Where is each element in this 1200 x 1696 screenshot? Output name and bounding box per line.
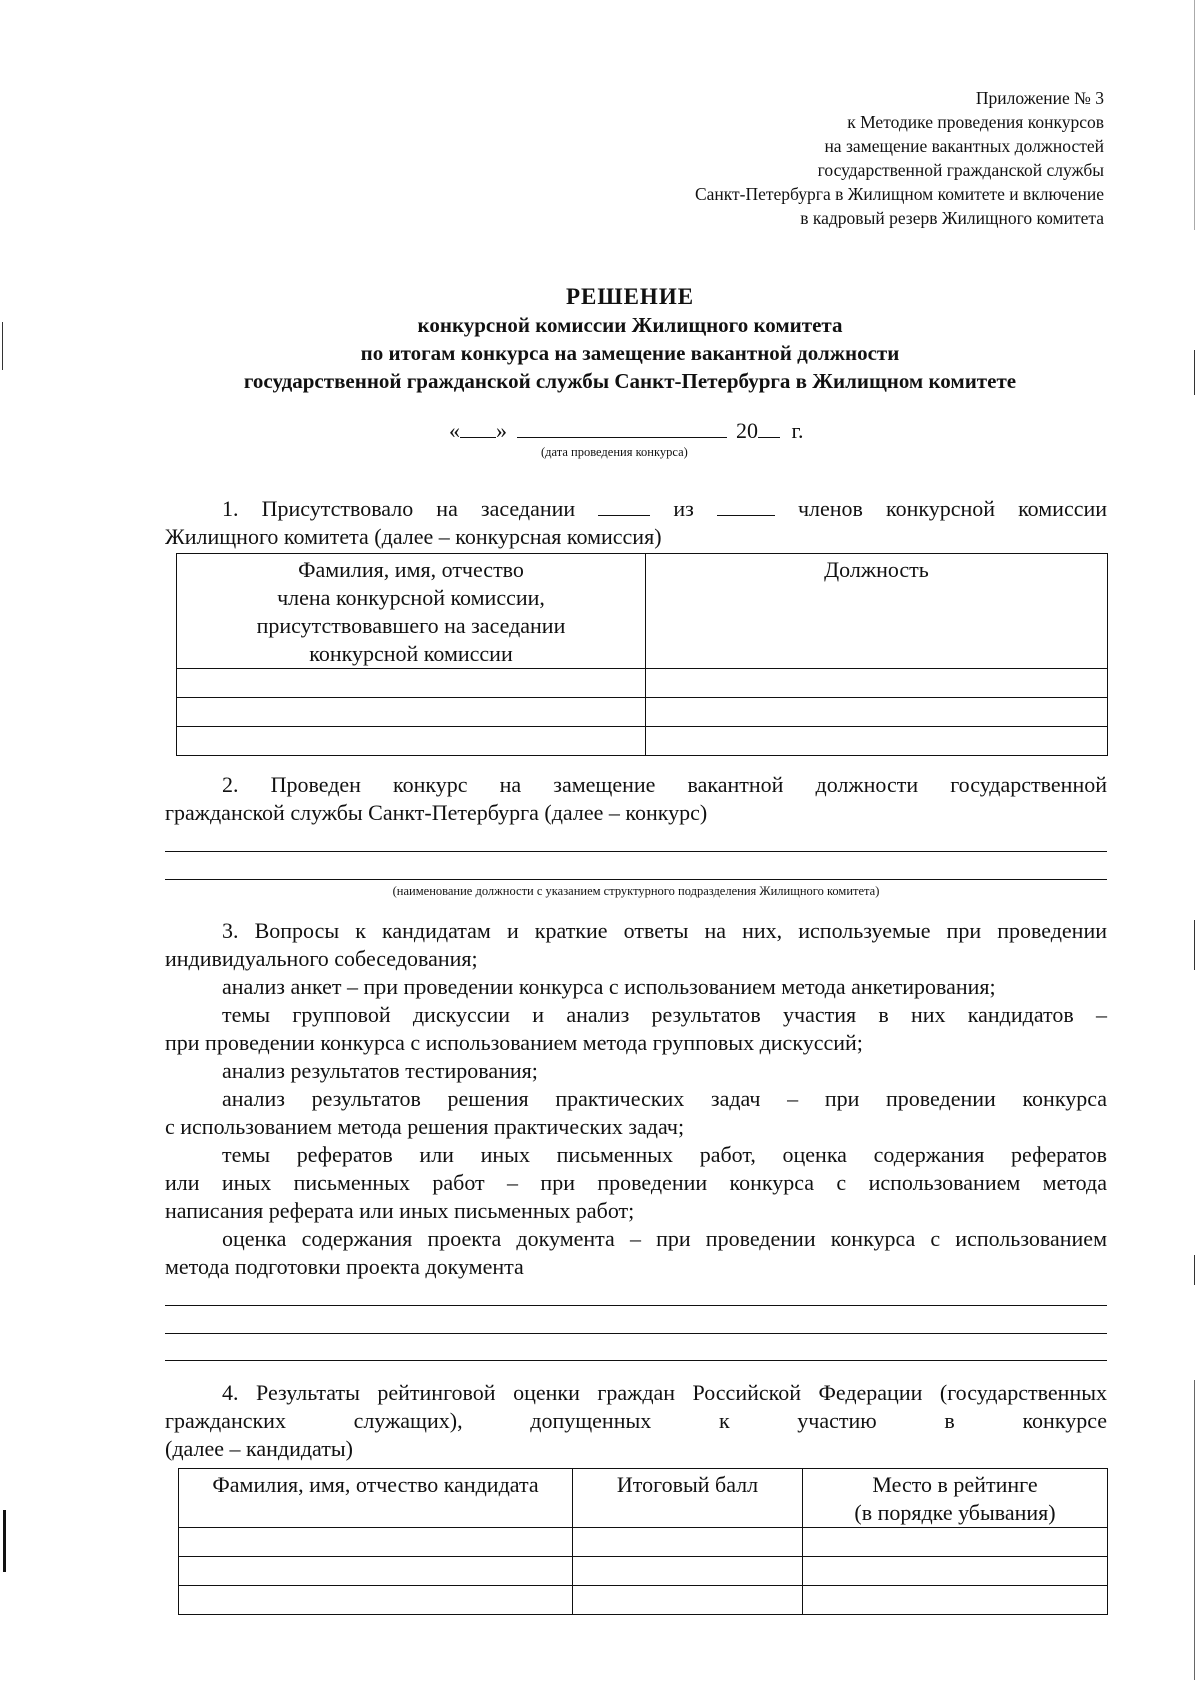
section-2-line-2: гражданской службы Санкт-Петербурга (далее – конкурс) (165, 800, 708, 825)
section-4-line: гражданских служащих), допущенных к участию в конкурсе (165, 1408, 1107, 1433)
scan-edge-mark (1194, 350, 1195, 395)
section-1-part-b: из (673, 496, 694, 521)
total-count-blank (717, 493, 775, 516)
scan-edge-mark (2, 322, 3, 370)
section-3-line: анализ результатов решения практических задач – при проведении конкурса (222, 1086, 1107, 1111)
fill-in-line (165, 851, 1107, 852)
table-cell (646, 727, 1108, 756)
fill-in-line (165, 1360, 1107, 1361)
scan-edge-mark (1194, 920, 1195, 970)
day-blank (460, 415, 496, 438)
section-3-line: метода подготовки проекта документа (165, 1254, 524, 1279)
section-3-line: анализ результатов тестирования; (222, 1058, 538, 1083)
position-caption: (наименование должности с указанием структурного подразделения Жилищного комитета) (392, 884, 880, 898)
table-header: Фамилия, имя, отчество кандидата (179, 1469, 573, 1528)
section-1-part-a: 1. Присутствовало на заседании (222, 496, 576, 521)
section-3-line: индивидуального собеседования; (165, 946, 478, 971)
table-row (177, 698, 1108, 727)
candidates-rating-table (178, 1468, 1108, 1615)
table-cell (803, 1586, 1108, 1615)
annex-header (544, 86, 1104, 230)
scan-edge-mark (3, 1510, 6, 1572)
scan-edge-mark (1194, 1380, 1195, 1680)
table-row (179, 1586, 1108, 1615)
date-line (449, 415, 804, 444)
table-cell (646, 698, 1108, 727)
table-cell (573, 1557, 803, 1586)
section-3-line: написания реферата или иных письменных работ; (165, 1198, 635, 1223)
table-cell (646, 669, 1108, 698)
year-suffix: г. (791, 418, 804, 443)
section-1 (165, 493, 1107, 551)
table-cell (177, 698, 646, 727)
section-3-line: анализ анкет – при проведении конкурса с использованием метода анкетирования; (222, 974, 996, 999)
annex-line: Приложение № 3 (975, 88, 1104, 108)
table-cell (177, 669, 646, 698)
annex-line: на замещение вакантных должностей (824, 136, 1104, 156)
scan-edge-mark (1194, 0, 1195, 230)
section-3-line: с использованием метода решения практических задач; (165, 1114, 685, 1139)
fill-in-line (165, 1333, 1107, 1334)
section-4-line: 4. Результаты рейтинговой оценки граждан Российской Федерации (государственных (222, 1380, 1107, 1405)
year-prefix: 20 (736, 418, 758, 443)
table-cell (573, 1586, 803, 1615)
title-main: РЕШЕНИЕ (565, 284, 695, 309)
section-3-line: при проведении конкурса с использованием метода групповых дискуссий; (165, 1030, 863, 1055)
title-line: конкурсной комиссии Жилищного комитета (417, 313, 843, 337)
table-cell (179, 1557, 573, 1586)
section-1-line-2: Жилищного комитета (далее – конкурсная комиссия) (165, 524, 662, 549)
section-3-line: 3. Вопросы к кандидатам и краткие ответы на них, используемые при проведении (222, 918, 1107, 943)
fill-in-line (165, 879, 1107, 880)
table-header: Итоговый балл (573, 1469, 803, 1528)
section-3 (165, 917, 1107, 1281)
table-header: Фамилия, имя, отчество члена конкурсной комиссии, присутствовавшего на заседании конкурсной комиссии (177, 554, 646, 669)
annex-line: Санкт-Петербурга в Жилищном комитете и включение (694, 184, 1104, 204)
fill-in-line (165, 1305, 1107, 1306)
section-2-line-1: 2. Проведен конкурс на замещение вакантной должности государственной (222, 772, 1107, 797)
scan-edge-mark (1194, 1255, 1195, 1285)
section-4 (165, 1379, 1107, 1463)
section-3-line: темы рефератов или иных письменных работ, оценка содержания рефератов (222, 1142, 1107, 1167)
present-count-blank (598, 493, 650, 516)
table-cell (179, 1586, 573, 1615)
table-row (177, 727, 1108, 756)
section-3-line: оценка содержания проекта документа – при проведении конкурса с использованием (222, 1226, 1107, 1251)
annex-line: к Методике проведения конкурсов (847, 112, 1104, 132)
title-line: государственной гражданской службы Санкт-Петербурга в Жилищном комитете (243, 369, 1017, 393)
table-cell (179, 1528, 573, 1557)
table-cell (177, 727, 646, 756)
section-3-line: или иных письменных работ – при проведении конкурса с использованием метода (165, 1170, 1107, 1195)
title-line: по итогам конкурса на замещение вакантной должности (360, 341, 900, 365)
annex-line: в кадровый резерв Жилищного комитета (800, 208, 1104, 228)
table-row (177, 669, 1108, 698)
annex-line: государственной гражданской службы (817, 160, 1104, 180)
section-4-line: (далее – кандидаты) (165, 1436, 353, 1461)
table-cell (803, 1528, 1108, 1557)
date-close-quote: » (496, 418, 507, 443)
date-open-quote: « (449, 418, 460, 443)
table-cell (803, 1557, 1108, 1586)
section-3-line: темы групповой дискуссии и анализ результатов участия в них кандидатов – (222, 1002, 1107, 1027)
document-title (130, 283, 1130, 395)
table-cell (573, 1528, 803, 1557)
section-2 (165, 771, 1107, 827)
commission-members-table (176, 553, 1108, 756)
table-row (179, 1557, 1108, 1586)
date-caption: (дата проведения конкурса) (541, 445, 688, 459)
table-row (179, 1528, 1108, 1557)
section-1-line-1 (165, 493, 1107, 523)
table-header: Должность (646, 554, 1108, 669)
section-1-part-c: членов конкурсной комиссии (797, 496, 1108, 521)
year-blank (758, 415, 780, 438)
month-blank (517, 415, 727, 438)
table-header: Место в рейтинге (в порядке убывания) (803, 1469, 1108, 1528)
